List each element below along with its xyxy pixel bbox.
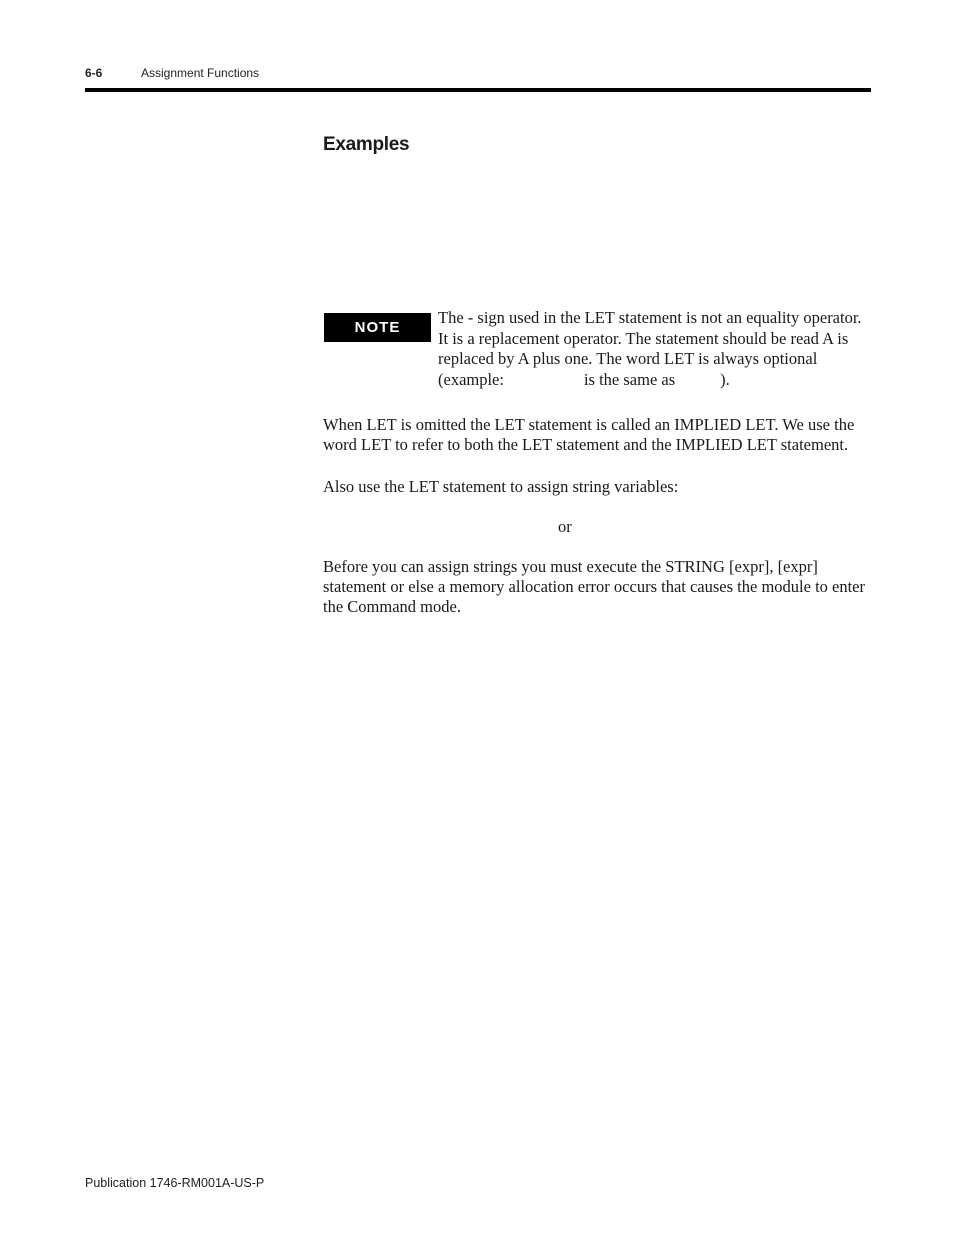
chapter-title: Assignment Functions bbox=[141, 66, 260, 80]
page-number: 6-6 bbox=[85, 66, 103, 80]
running-header bbox=[85, 66, 871, 80]
note-badge bbox=[324, 313, 431, 342]
header-divider bbox=[85, 88, 871, 92]
publication-footer: Publication 1746-RM001A-US-P bbox=[85, 1176, 265, 1190]
note-text-start: The - sign used in the LET statement is not an equality operator. It is a replacement operator. The statement should be read A is replaced by A plus one. The word LET is always optional (example: bbox=[438, 308, 862, 389]
note-text-end: ). bbox=[720, 369, 730, 389]
note-text-middle: is the same as bbox=[583, 369, 676, 389]
or-separator: or bbox=[558, 517, 572, 536]
note-label: NOTE bbox=[354, 319, 401, 336]
section-heading: Examples bbox=[323, 134, 410, 155]
note-text bbox=[438, 308, 870, 390]
string-variables-paragraph: Also use the LET statement to assign string variables: bbox=[323, 477, 679, 496]
string-allocation-paragraph: Before you can assign strings you must execute the STRING [expr], [expr] statement or else a memory allocation error occurs that causes the module to enter the Command mode. bbox=[323, 557, 866, 617]
implied-let-paragraph: When LET is omitted the LET statement is called an IMPLIED LET. We use the word LET to refer to both the LET statement and the IMPLIED LET statement. bbox=[323, 415, 855, 455]
